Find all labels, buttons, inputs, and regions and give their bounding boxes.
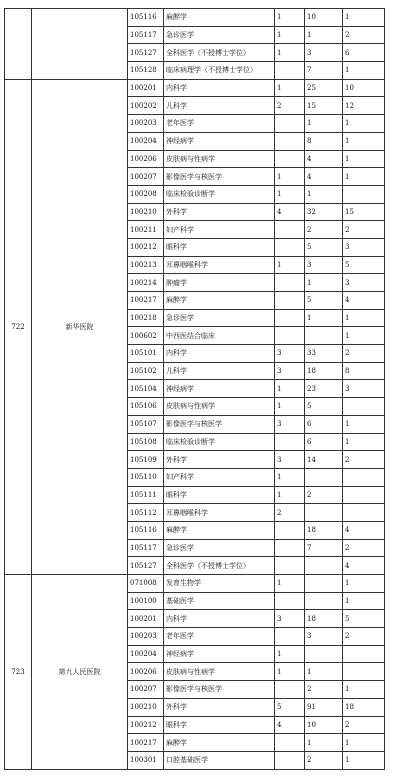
count-col-3 — [343, 645, 385, 663]
count-col-1: 4 — [275, 716, 305, 734]
unit-code — [5, 9, 32, 80]
enrollment-table — [4, 8, 385, 770]
count-col-2: 1 — [305, 274, 343, 292]
count-col-2 — [305, 645, 343, 663]
subject-code: 100207 — [128, 168, 164, 186]
subject-name: 麻醉学 — [164, 9, 275, 27]
subject-code: 100201 — [128, 79, 164, 97]
subject-name: 老年医学 — [164, 115, 275, 133]
count-col-3: 1 — [343, 168, 385, 186]
count-col-2: 2 — [305, 751, 343, 769]
count-col-3 — [343, 398, 385, 416]
subject-name: 妇产科学 — [164, 468, 275, 486]
count-col-3: 8 — [343, 362, 385, 380]
subject-name: 儿科学 — [164, 362, 275, 380]
count-col-1 — [275, 274, 305, 292]
count-col-1 — [275, 628, 305, 646]
count-col-1: 1 — [275, 79, 305, 97]
count-col-2: 1 — [305, 734, 343, 752]
count-col-1: 1 — [275, 9, 305, 27]
count-col-2: 2 — [305, 221, 343, 239]
subject-code: 105127 — [128, 44, 164, 62]
count-col-3: 1 — [343, 751, 385, 769]
count-col-3: 10 — [343, 79, 385, 97]
subject-code: 100214 — [128, 274, 164, 292]
subject-name: 儿科学 — [164, 97, 275, 115]
unit-name: 新华医院 — [32, 79, 128, 574]
subject-name: 中西医结合临床 — [164, 327, 275, 345]
count-col-1: 4 — [275, 203, 305, 221]
count-col-3: 1 — [343, 132, 385, 150]
count-col-1 — [275, 62, 305, 80]
count-col-3: 1 — [343, 592, 385, 610]
subject-name: 影像医学与核医学 — [164, 168, 275, 186]
subject-code: 100201 — [128, 610, 164, 628]
subject-name: 内科学 — [164, 345, 275, 363]
subject-name: 麻醉学 — [164, 734, 275, 752]
subject-code: 100207 — [128, 681, 164, 699]
count-col-2: 15 — [305, 97, 343, 115]
subject-name: 神经病学 — [164, 132, 275, 150]
subject-code: 100602 — [128, 327, 164, 345]
count-col-2: 18 — [305, 521, 343, 539]
count-col-1: 1 — [275, 486, 305, 504]
count-col-2: 10 — [305, 9, 343, 27]
count-col-1: 3 — [275, 362, 305, 380]
unit-code: 722 — [5, 79, 32, 574]
count-col-3: 2 — [343, 345, 385, 363]
count-col-3 — [343, 468, 385, 486]
count-col-2: 6 — [305, 415, 343, 433]
count-col-1: 1 — [275, 380, 305, 398]
count-col-3: 2 — [343, 26, 385, 44]
subject-code: 105104 — [128, 380, 164, 398]
subject-name: 妇产科学 — [164, 221, 275, 239]
count-col-3: 2 — [343, 716, 385, 734]
count-col-3: 2 — [343, 451, 385, 469]
count-col-2: 1 — [305, 309, 343, 327]
count-col-1 — [275, 292, 305, 310]
subject-name: 眼科学 — [164, 238, 275, 256]
subject-name: 麻醉学 — [164, 521, 275, 539]
count-col-3: 1 — [343, 327, 385, 345]
count-col-3 — [343, 486, 385, 504]
count-col-1 — [275, 238, 305, 256]
count-col-1 — [275, 221, 305, 239]
subject-code: 100208 — [128, 185, 164, 203]
subject-code: 100210 — [128, 203, 164, 221]
count-col-1: 1 — [275, 575, 305, 593]
count-col-2: 2 — [305, 681, 343, 699]
subject-name: 皮肤病与性病学 — [164, 663, 275, 681]
count-col-3: 6 — [343, 44, 385, 62]
count-col-2: 33 — [305, 345, 343, 363]
count-col-3: 1 — [343, 309, 385, 327]
count-col-3 — [343, 663, 385, 681]
count-col-3: 1 — [343, 9, 385, 27]
count-col-2: 91 — [305, 698, 343, 716]
count-col-1: 1 — [275, 398, 305, 416]
count-col-1: 1 — [275, 256, 305, 274]
count-col-2: 8 — [305, 132, 343, 150]
count-col-2: 14 — [305, 451, 343, 469]
count-col-2: 3 — [305, 628, 343, 646]
subject-name: 外科学 — [164, 451, 275, 469]
subject-name: 外科学 — [164, 203, 275, 221]
count-col-3: 1 — [343, 681, 385, 699]
subject-name: 神经病学 — [164, 380, 275, 398]
subject-code: 100217 — [128, 292, 164, 310]
count-col-2 — [305, 557, 343, 575]
subject-code: 105101 — [128, 345, 164, 363]
count-col-3: 1 — [343, 415, 385, 433]
count-col-1 — [275, 539, 305, 557]
count-col-2: 4 — [305, 150, 343, 168]
count-col-1 — [275, 132, 305, 150]
count-col-3: 18 — [343, 698, 385, 716]
count-col-2 — [305, 468, 343, 486]
count-col-3: 15 — [343, 203, 385, 221]
count-col-2 — [305, 575, 343, 593]
count-col-1 — [275, 309, 305, 327]
count-col-2 — [305, 504, 343, 522]
subject-name: 皮肤病与性病学 — [164, 398, 275, 416]
count-col-3: 5 — [343, 610, 385, 628]
subject-code: 105128 — [128, 62, 164, 80]
count-col-2: 23 — [305, 380, 343, 398]
subject-code: 105117 — [128, 26, 164, 44]
subject-code: 100217 — [128, 734, 164, 752]
count-col-2 — [305, 327, 343, 345]
count-col-2: 6 — [305, 433, 343, 451]
count-col-1: 1 — [275, 468, 305, 486]
subject-name: 影像医学与核医学 — [164, 415, 275, 433]
count-col-2: 2 — [305, 486, 343, 504]
count-col-2: 1 — [305, 115, 343, 133]
count-col-1 — [275, 557, 305, 575]
count-col-1 — [275, 734, 305, 752]
subject-name: 急诊医学 — [164, 309, 275, 327]
count-col-2: 4 — [305, 168, 343, 186]
count-col-3: 3 — [343, 380, 385, 398]
count-col-2: 1 — [305, 26, 343, 44]
subject-code: 105109 — [128, 451, 164, 469]
subject-code: 105127 — [128, 557, 164, 575]
subject-name: 全科医学（不授博士学位） — [164, 44, 275, 62]
unit-name: 第九人民医院 — [32, 575, 128, 770]
count-col-3: 5 — [343, 256, 385, 274]
subject-code: 105110 — [128, 468, 164, 486]
count-col-3 — [343, 185, 385, 203]
count-col-3 — [343, 504, 385, 522]
count-col-1 — [275, 521, 305, 539]
subject-code: 100213 — [128, 256, 164, 274]
unit-code: 723 — [5, 575, 32, 770]
subject-name: 全科医学（不授博士学位） — [164, 557, 275, 575]
count-col-1: 3 — [275, 345, 305, 363]
subject-code: 100218 — [128, 309, 164, 327]
count-col-2: 7 — [305, 62, 343, 80]
subject-code: 100204 — [128, 132, 164, 150]
count-col-3: 1 — [343, 150, 385, 168]
subject-name: 急诊医学 — [164, 539, 275, 557]
count-col-3: 3 — [343, 274, 385, 292]
count-col-3: 12 — [343, 97, 385, 115]
subject-code: 100211 — [128, 221, 164, 239]
count-col-1: 1 — [275, 168, 305, 186]
count-col-2: 3 — [305, 256, 343, 274]
table-row — [5, 9, 385, 27]
count-col-2: 7 — [305, 539, 343, 557]
subject-name: 耳鼻咽喉科学 — [164, 256, 275, 274]
subject-name: 临床病理学（不授博士学位） — [164, 62, 275, 80]
subject-code: 105117 — [128, 539, 164, 557]
subject-code: 105108 — [128, 433, 164, 451]
count-col-1 — [275, 150, 305, 168]
subject-code: 105116 — [128, 9, 164, 27]
count-col-1 — [275, 327, 305, 345]
subject-code: 100210 — [128, 698, 164, 716]
count-col-2: 10 — [305, 716, 343, 734]
subject-code: 100202 — [128, 97, 164, 115]
count-col-2: 18 — [305, 610, 343, 628]
count-col-1: 1 — [275, 26, 305, 44]
count-col-1 — [275, 433, 305, 451]
subject-name: 皮肤病与性病学 — [164, 150, 275, 168]
subject-name: 急诊医学 — [164, 26, 275, 44]
subject-code: 100100 — [128, 592, 164, 610]
count-col-2: 32 — [305, 203, 343, 221]
count-col-3: 1 — [343, 433, 385, 451]
subject-name: 耳鼻咽喉科学 — [164, 504, 275, 522]
count-col-3: 2 — [343, 221, 385, 239]
count-col-1 — [275, 751, 305, 769]
count-col-3: 1 — [343, 575, 385, 593]
count-col-3: 2 — [343, 539, 385, 557]
count-col-3: 1 — [343, 734, 385, 752]
subject-code: 105116 — [128, 521, 164, 539]
count-col-2: 25 — [305, 79, 343, 97]
table-row — [5, 575, 385, 593]
count-col-2 — [305, 592, 343, 610]
count-col-2: 5 — [305, 238, 343, 256]
count-col-1: 3 — [275, 415, 305, 433]
count-col-1: 5 — [275, 698, 305, 716]
count-col-2: 1 — [305, 185, 343, 203]
count-col-3: 2 — [343, 628, 385, 646]
subject-name: 影像医学与核医学 — [164, 681, 275, 699]
subject-code: 100204 — [128, 645, 164, 663]
count-col-1: 2 — [275, 504, 305, 522]
subject-code: 105102 — [128, 362, 164, 380]
subject-code: 100206 — [128, 150, 164, 168]
count-col-2: 3 — [305, 44, 343, 62]
count-col-1 — [275, 115, 305, 133]
subject-code: 105106 — [128, 398, 164, 416]
count-col-2: 5 — [305, 398, 343, 416]
count-col-3: 4 — [343, 557, 385, 575]
subject-name: 发育生物学 — [164, 575, 275, 593]
subject-name: 内科学 — [164, 79, 275, 97]
subject-name: 临床检验诊断学 — [164, 185, 275, 203]
subject-code: 105111 — [128, 486, 164, 504]
subject-code: 071008 — [128, 575, 164, 593]
count-col-2: 5 — [305, 292, 343, 310]
table-row — [5, 79, 385, 97]
count-col-1: 1 — [275, 645, 305, 663]
count-col-1 — [275, 592, 305, 610]
count-col-3: 1 — [343, 62, 385, 80]
subject-name: 麻醉学 — [164, 292, 275, 310]
subject-code: 100203 — [128, 115, 164, 133]
subject-name: 神经病学 — [164, 645, 275, 663]
subject-code: 100212 — [128, 238, 164, 256]
subject-name: 临床检验诊断学 — [164, 433, 275, 451]
count-col-3: 4 — [343, 521, 385, 539]
subject-name: 眼科学 — [164, 486, 275, 504]
count-col-1: 1 — [275, 44, 305, 62]
count-col-1: 3 — [275, 610, 305, 628]
count-col-2: 1 — [305, 663, 343, 681]
subject-code: 100212 — [128, 716, 164, 734]
subject-code: 100301 — [128, 751, 164, 769]
subject-code: 100203 — [128, 628, 164, 646]
subject-name: 外科学 — [164, 698, 275, 716]
count-col-3: 3 — [343, 238, 385, 256]
subject-name: 老年医学 — [164, 628, 275, 646]
count-col-1: 2 — [275, 97, 305, 115]
subject-code: 105107 — [128, 415, 164, 433]
subject-code: 100206 — [128, 663, 164, 681]
subject-name: 基础医学 — [164, 592, 275, 610]
unit-name — [32, 9, 128, 80]
subject-name: 内科学 — [164, 610, 275, 628]
count-col-3: 1 — [343, 115, 385, 133]
subject-name: 口腔基础医学 — [164, 751, 275, 769]
subject-name: 肿瘤学 — [164, 274, 275, 292]
count-col-1: 1 — [275, 185, 305, 203]
count-col-3: 4 — [343, 292, 385, 310]
subject-code: 105112 — [128, 504, 164, 522]
subject-name: 眼科学 — [164, 716, 275, 734]
count-col-1: 1 — [275, 663, 305, 681]
count-col-1: 3 — [275, 451, 305, 469]
count-col-1 — [275, 681, 305, 699]
count-col-2: 18 — [305, 362, 343, 380]
